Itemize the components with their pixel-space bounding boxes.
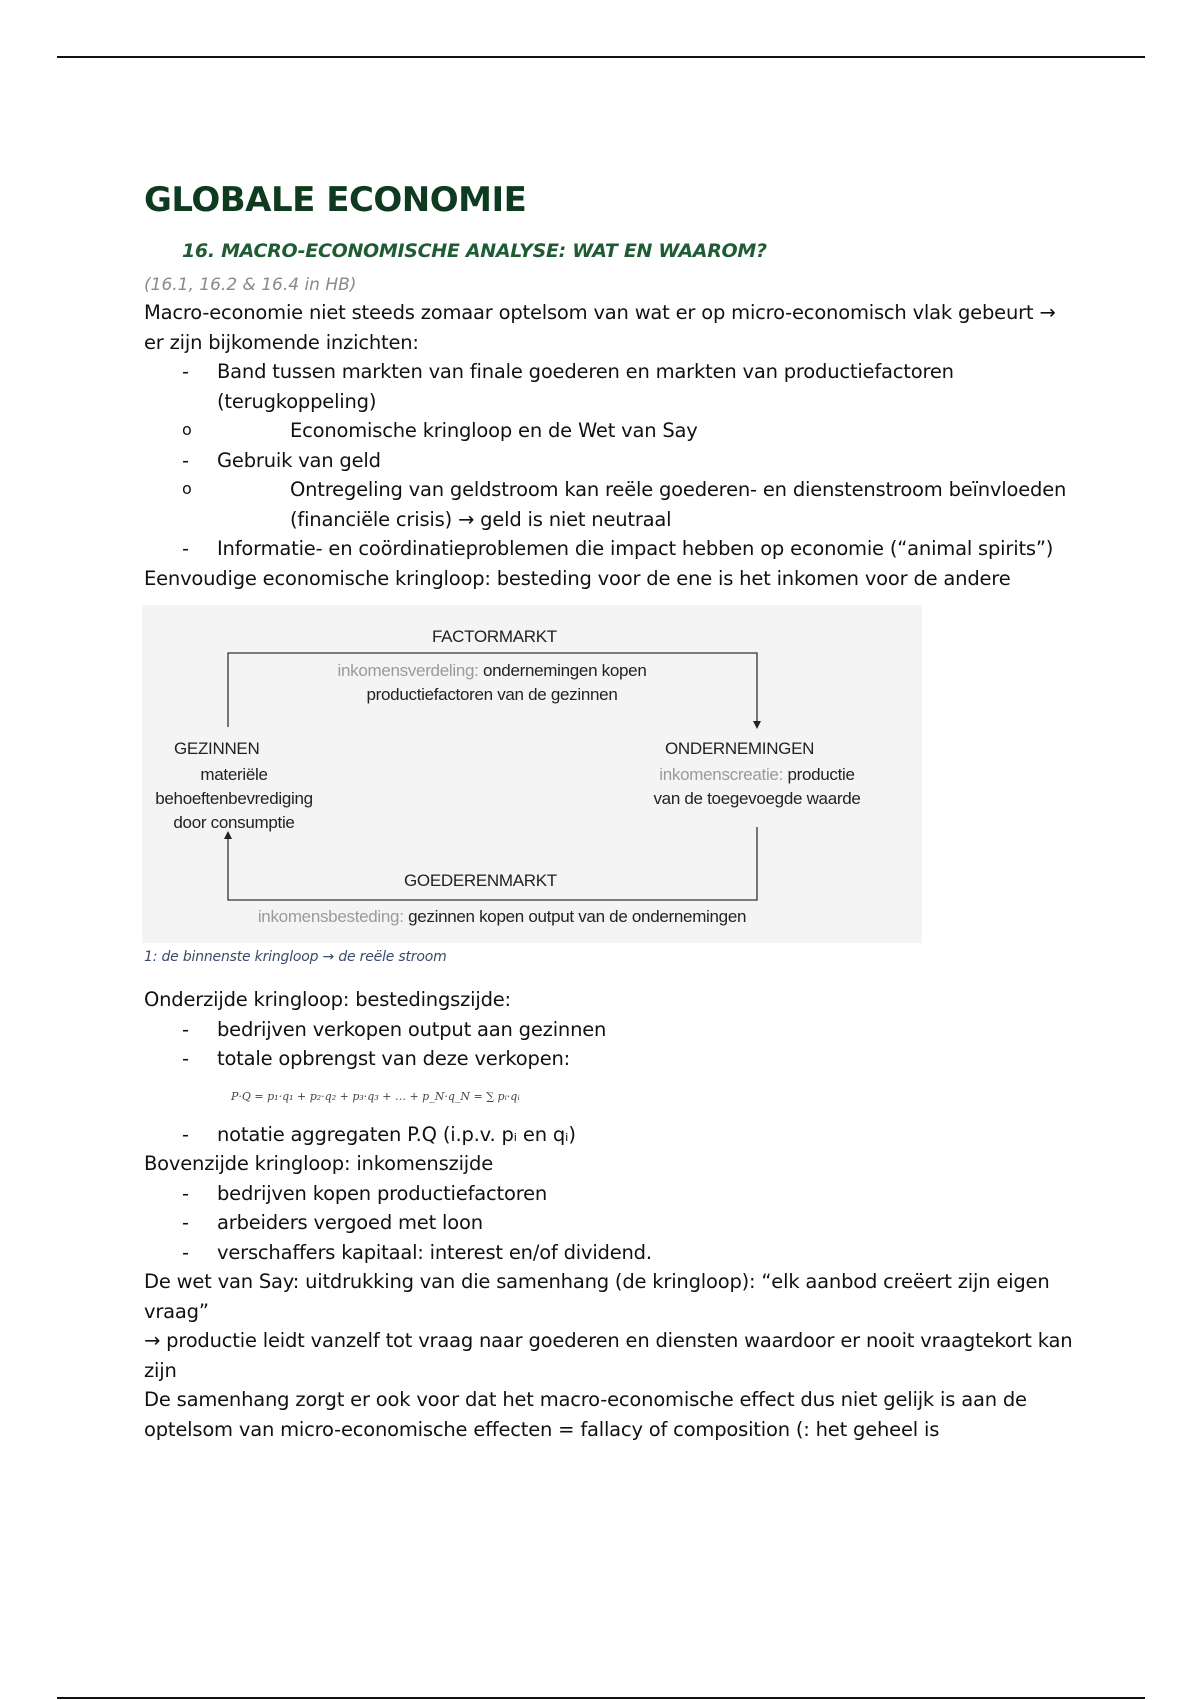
- top-flow-text-1: ondernemingen kopen: [483, 661, 647, 680]
- list-item: [144, 446, 1074, 535]
- gezinnen-label: GEZINNEN: [174, 739, 260, 758]
- revenue-formula: P·Q = p₁·q₁ + p₂·q₂ + p₃·q₃ + … + p_N·q_N = ∑ pᵢ·qᵢ: [231, 1090, 520, 1103]
- intro-paragraph: Macro-economie niet steeds zomaar optelsom van wat er op micro-economisch vlak gebeurt → er zijn bijkomende inzichten:: [144, 301, 1056, 354]
- notation-list: [144, 1120, 1074, 1150]
- insights-list: [144, 357, 1074, 564]
- ondernemingen-description: [632, 763, 882, 811]
- lower-circuit-list: [144, 1015, 1074, 1074]
- sub-item-text: Ontregeling van geldstroom kan reële goederen- en dienstenstroom beïnvloeden (financiële crisis) → geld is niet neutraal: [290, 478, 1067, 531]
- list-item: - bedrijven kopen productiefactoren: [144, 1179, 1074, 1209]
- top-flow-description: [292, 659, 692, 707]
- sub-item-text: Economische kringloop en de Wet van Say: [290, 419, 698, 442]
- sub-list-item: [144, 416, 1074, 446]
- insight-text: Gebruik van geld: [217, 448, 381, 472]
- header-rule: [57, 56, 1145, 58]
- list-item: - bedrijven verkopen output aan gezinnen: [144, 1015, 1074, 1045]
- insight-text: Band tussen markten van finale goederen en markten van productiefactoren (terugkoppeling): [217, 360, 954, 413]
- ondernemingen-text-2: van de toegevoegde waarde: [653, 789, 861, 808]
- footer-rule: [57, 1697, 1145, 1699]
- circuit-intro: Eenvoudige economische kringloop: besteding voor de ene is het inkomen voor de andere: [144, 566, 1011, 590]
- fallacy-paragraph: De samenhang zorgt er ook voor dat het macro-economische effect dus niet gelijk is aan de optelsom van micro-economische effecten = fallacy of composition (: het geheel is: [144, 1388, 1027, 1441]
- goederenmarkt-label: GOEDERENMARKT: [404, 871, 557, 890]
- lower-circuit-heading: Onderzijde kringloop: bestedingszijde:: [144, 988, 511, 1011]
- reference-note: (16.1, 16.2 & 16.4 in HB): [144, 275, 357, 295]
- section-heading: 16. MACRO-ECONOMISCHE ANALYSE: WAT EN WAAROM?: [182, 240, 767, 262]
- document-body: [144, 178, 1074, 1444]
- inkomenscreatie-term: inkomenscreatie:: [659, 765, 784, 784]
- figure-caption: 1: de binnenste kringloop → de reële stroom: [144, 949, 447, 965]
- gezinnen-desc-2: behoeftenbevrediging: [155, 789, 313, 808]
- list-item: - verschaffers kapitaal: interest en/of dividend.: [144, 1238, 1074, 1268]
- list-item: [144, 534, 1074, 564]
- list-item: - totale opbrengst van deze verkopen:: [144, 1044, 1074, 1074]
- circular-flow-diagram: [142, 605, 922, 943]
- bottom-flow-description: [202, 905, 802, 929]
- top-arrow-head: [753, 721, 761, 729]
- say-law-paragraph: De wet van Say: uitdrukking van die samenhang (de kringloop): “elk aanbod creëert zijn eigen vraag”: [144, 1270, 1050, 1323]
- upper-circuit-list: [144, 1179, 1074, 1268]
- gezinnen-desc-1: materiële: [200, 765, 268, 784]
- document-title: GLOBALE ECONOMIE: [144, 180, 527, 220]
- ondernemingen-label: ONDERNEMINGEN: [665, 739, 815, 758]
- sub-list-item: [144, 475, 1074, 534]
- gezinnen-description: [142, 763, 326, 835]
- inkomensverdeling-term: inkomensverdeling:: [337, 661, 479, 680]
- insight-text: Informatie- en coördinatieproblemen die impact hebben op economie (“animal spirits”): [217, 537, 1054, 560]
- list-item: - arbeiders vergoed met loon: [144, 1208, 1074, 1238]
- ondernemingen-text-1: productie: [787, 765, 855, 784]
- say-consequence-paragraph: → productie leidt vanzelf tot vraag naar goederen en diensten waardoor er nooit vraagtekort kan zijn: [144, 1329, 1073, 1382]
- list-item: [144, 357, 1074, 446]
- upper-circuit-heading: Bovenzijde kringloop: inkomenszijde: [144, 1152, 493, 1175]
- factormarkt-label: FACTORMARKT: [432, 627, 557, 646]
- gezinnen-desc-3: door consumptie: [173, 813, 295, 832]
- top-flow-text-2: productiefactoren van de gezinnen: [366, 685, 618, 704]
- inkomensbesteding-term: inkomensbesteding:: [257, 907, 404, 926]
- bottom-flow-text: gezinnen kopen output van de ondernemingen: [408, 907, 747, 926]
- list-item: - notatie aggregaten P.Q (i.p.v. pᵢ en qᵢ): [144, 1120, 1074, 1150]
